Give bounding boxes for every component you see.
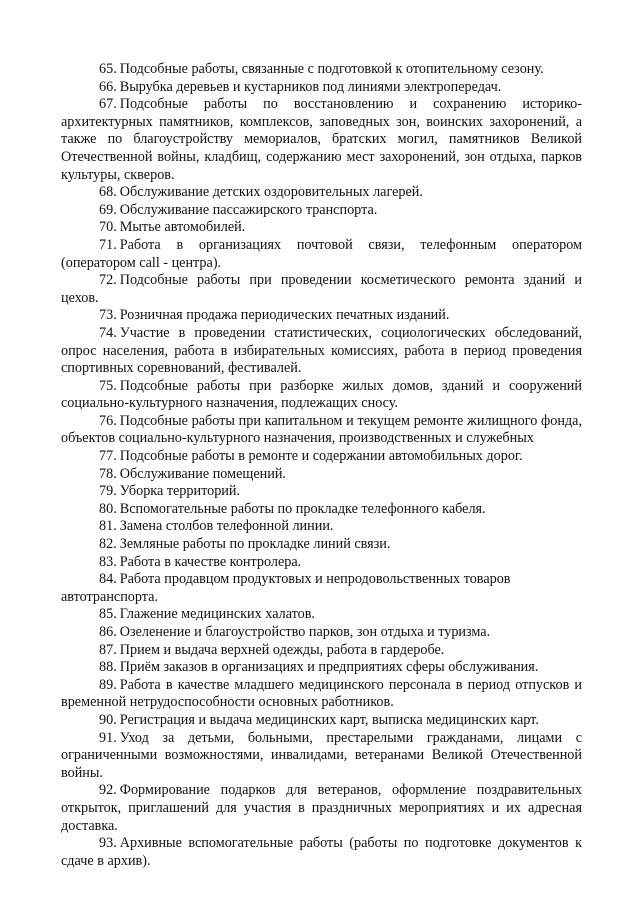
item-number: 82. [99, 536, 117, 553]
list-item [61, 483, 582, 501]
list-item [61, 536, 582, 554]
item-number: 91. [99, 729, 117, 746]
item-number: 92. [99, 782, 117, 799]
list-item [61, 448, 582, 466]
item-text: Приём заказов в организациях и предприятиях сферы обслуживания. [119, 659, 539, 676]
item-text: Обслуживание помещений. [119, 465, 286, 482]
item-text: Глажение медицинских халатов. [119, 606, 315, 623]
item-text: Подсобные работы в ремонте и содержании автомобильных дорог. [119, 448, 523, 465]
item-number: 93. [99, 835, 117, 852]
list-item [61, 730, 582, 783]
item-number: 69. [99, 201, 117, 218]
list-item [61, 61, 582, 79]
item-number: 79. [99, 483, 117, 500]
item-number: 73. [99, 307, 117, 324]
item-number: 75. [99, 377, 117, 394]
list-item [61, 554, 582, 572]
item-number: 90. [99, 711, 117, 728]
item-number: 89. [99, 676, 117, 693]
list-item [61, 325, 582, 378]
item-text: Регистрация и выдача медицинских карт, выписка медицинских карт. [119, 711, 539, 728]
item-number: 65. [99, 61, 117, 77]
item-text: Работа в организациях почтовой связи, телефонным оператором (оператором call - центра). [61, 236, 582, 271]
list-item [61, 659, 582, 677]
list-item [61, 518, 582, 536]
list-item [61, 96, 582, 184]
list-item [61, 642, 582, 660]
item-number: 85. [99, 606, 117, 623]
list-item [61, 184, 582, 202]
item-number: 86. [99, 624, 117, 640]
list-item [61, 677, 582, 712]
item-text: Формирование подарков для ветеранов, оформление поздравительных открыток, приглашений для участия в праздничных мероприятиях и их адресная доставка. [61, 782, 582, 834]
item-text: Уборка территорий. [119, 483, 241, 500]
item-number: 78. [99, 465, 117, 482]
item-text: Подсобные работы при проведении косметического ремонта зданий и цехов. [61, 272, 582, 306]
item-number: 67. [99, 96, 117, 113]
item-text: Прием и выдача верхней одежды, работа в гардеробе. [119, 641, 445, 658]
item-text: Уход за детьми, больными, престарелыми гражданами, лицами с ограниченными возможностями, инвалидами, ветеранами Великой Отечественной войны. [61, 729, 582, 781]
list-item [61, 378, 582, 413]
item-number: 88. [99, 659, 117, 676]
item-number: 87. [99, 641, 117, 658]
list-item [61, 466, 582, 484]
list-item [61, 501, 582, 519]
list-item [61, 202, 582, 220]
item-text: Вырубка деревьев и кустарников под линиями электропередач. [119, 78, 502, 95]
item-number: 80. [99, 500, 117, 517]
item-number: 68. [99, 184, 117, 201]
item-text: Подсобные работы по восстановлению и сохранению историко-архитектурных памятников, комплексов, заповедных зон, воинских захоронений, а также по благоустройству мемориалов, братских могил, памятников Великой Отечественной войны, кладбищ, содержанию мест захоронений, зон отдыха, парков культуры, скверов. [61, 96, 582, 183]
item-number: 66. [99, 78, 117, 95]
item-text: Обслуживание детских оздоровительных лагерей. [119, 184, 423, 201]
list-item [61, 237, 582, 272]
list-item [61, 79, 582, 97]
list-item [61, 712, 582, 730]
item-text: Замена столбов телефонной линии. [119, 518, 334, 535]
item-text: Вспомогательные работы по прокладке телефонного кабеля. [119, 500, 486, 517]
item-text: Подсобные работы, связанные с подготовкой к отопительному сезону. [119, 61, 544, 77]
item-number: 84. [99, 571, 117, 588]
item-number: 76. [99, 412, 117, 429]
item-number: 72. [99, 272, 117, 289]
item-number: 81. [99, 518, 117, 535]
item-number: 70. [99, 219, 117, 236]
list-item [61, 272, 582, 307]
item-text: Земляные работы по прокладке линий связи. [119, 536, 391, 553]
item-text: Работа в качестве контролера. [119, 553, 302, 570]
work-list [61, 61, 582, 870]
list-item [61, 624, 582, 642]
item-text: Архивные вспомогательные работы (работы по подготовке документов к сдаче в архив). [61, 835, 582, 869]
list-item [61, 307, 582, 325]
item-text: Подсобные работы при капитальном и текущем ремонте жилищного фонда, объектов социально-культурного назначения, производственных и служебных [61, 412, 582, 447]
item-text: Мытье автомобилей. [119, 219, 246, 236]
item-text: Участие в проведении статистических, социологических обследований, опрос населения, работа в избирательных комиссиях, работа в период проведения спортивных соревнований, фестивалей. [61, 324, 582, 377]
item-text: Озеленение и благоустройство парков, зон отдыха и туризма. [119, 624, 491, 640]
item-number: 83. [99, 553, 117, 570]
list-item [61, 413, 582, 448]
item-text: Обслуживание пассажирского транспорта. [119, 201, 378, 218]
item-number: 71. [99, 236, 117, 253]
item-text: Подсобные работы при разборке жилых домов, зданий и сооружений социально-культурного назначения, подлежащих сносу. [61, 377, 582, 412]
list-item [61, 782, 582, 835]
item-number: 77. [99, 448, 117, 465]
item-number: 74. [99, 324, 117, 341]
list-item [61, 219, 582, 237]
item-text: Розничная продажа периодических печатных изданий. [119, 307, 450, 324]
list-item [61, 571, 582, 606]
list-item [61, 835, 582, 870]
list-item [61, 606, 582, 624]
item-text: Работа в качестве младшего медицинского персонала в период отпусков и временной нетрудоспособности основных работников. [61, 676, 582, 711]
item-text: Работа продавцом продуктовых и непродовольственных товаров автотранспорта. [61, 571, 511, 605]
